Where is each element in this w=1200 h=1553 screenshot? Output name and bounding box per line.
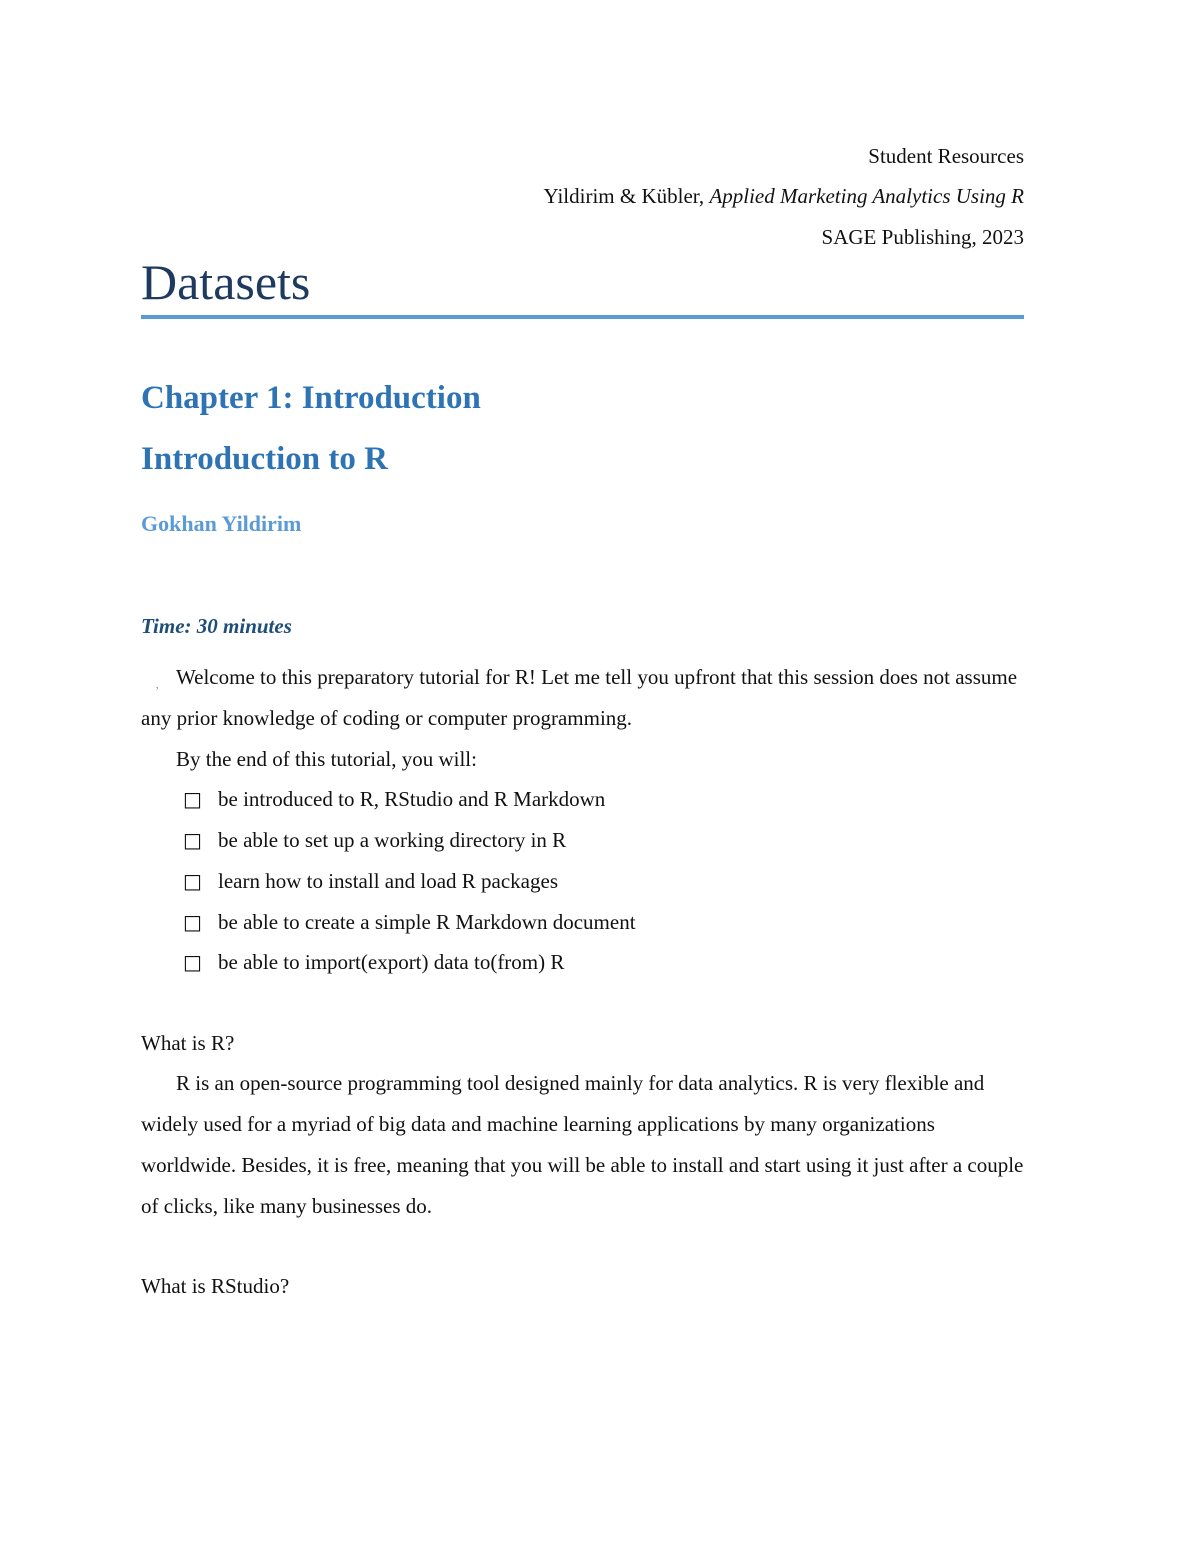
what-is-r-paragraph: R is an open-source programming tool designed mainly for data analytics. R is very flexible and widely used for a myriad of big data and machine learning applications by many organizations worldwide. Besides, it is free, meaning that you will be able to install and start using it just after a couple of clicks, like many businesses do. [141,1071,1024,1218]
author-name: Gokhan Yildirim [141,511,302,536]
list-item-text: be able to create a simple R Markdown document [218,910,636,934]
section-heading: Introduction to R [141,441,388,477]
title-underline-rule [141,315,1024,319]
bullet-icon: □ [183,910,202,934]
time-label: Time: 30 minutes [141,614,292,638]
what-is-rstudio-heading: What is RStudio? [141,1274,290,1298]
header-book-citation [543,182,1024,210]
list-item-text: be able to set up a working directory in R [218,828,567,852]
what-is-r-heading: What is R? [141,1031,235,1055]
list-item-text: be introduced to R, RStudio and R Markdown [218,787,606,811]
chapter-heading: Chapter 1: Introduction [141,380,481,416]
paragraph-anchor-mark: , [156,680,159,691]
document-title: Datasets [141,254,311,310]
goals-intro: By the end of this tutorial, you will: [176,747,477,771]
header-publisher: SAGE Publishing, 2023 [821,225,1024,249]
list-item-text: be able to import(export) data to(from) R [218,950,565,974]
header-book-title: Applied Marketing Analytics Using R [709,184,1024,208]
bullet-icon: □ [183,828,202,852]
header-authors: Yildirim & Kübler, [543,184,710,208]
bullet-icon: □ [183,950,202,974]
bullet-icon: □ [183,787,202,811]
intro-paragraph: Welcome to this preparatory tutorial for R! Let me tell you upfront that this session does not assume any prior knowledge of coding or computer programming. [141,665,1018,730]
header-student-resources: Student Resources [868,144,1024,168]
list-item-text: learn how to install and load R packages [218,869,558,893]
bullet-icon: □ [183,869,202,893]
